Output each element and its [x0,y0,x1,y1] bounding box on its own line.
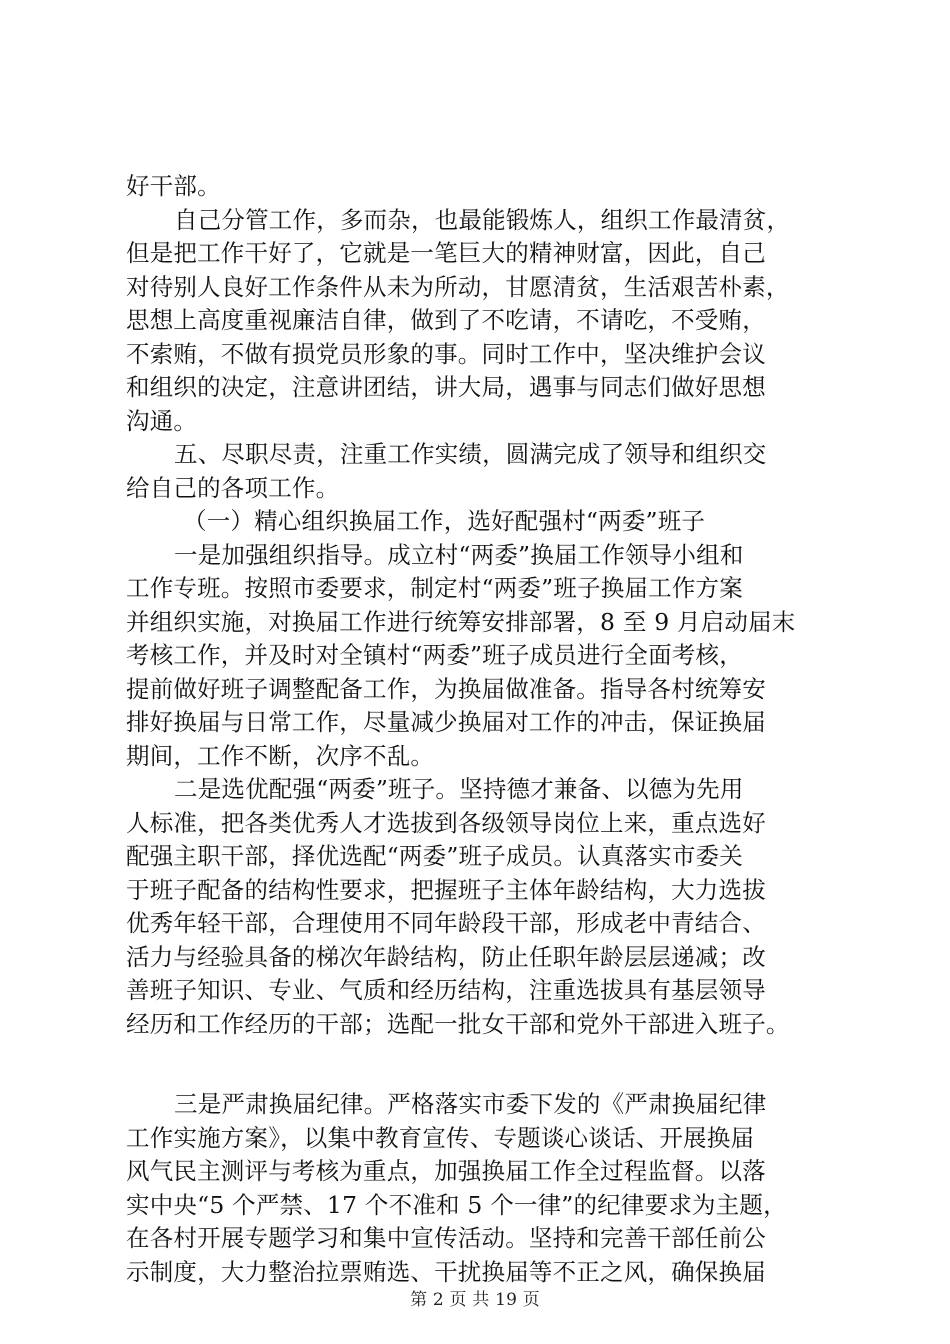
text-line: 工作实施方案》，以集中教育宣传、专题谈心谈话、开展换届 [126,1123,755,1152]
text-line: 并组织实施，对换届工作进行统筹安排部署，8 至 9 月启动届末 [126,607,796,636]
page-number-footer: 第 2 页 共 19 页 [410,1290,540,1310]
text-line: 于班子配备的结构性要求，把握班子主体年龄结构，大力选拔 [126,875,766,904]
text-line: 不索贿，不做有损党员形象的事。同时工作中，坚决维护会议 [126,339,766,368]
section-heading: （一）精心组织换届工作，选好配强村“两委”班子 [183,507,706,535]
text-line: 优秀年轻干部，合理使用不同年龄段干部，形成老中青结合、 [126,909,766,937]
text-line: 活力与经验具备的梯次年龄结构，防止任职年龄层层递减；改 [126,942,766,971]
text-line: 示制度，大力整治拉票贿选、干扰换届等不正之风，确保换届 [126,1257,766,1286]
text-line: 期间，工作不断，次序不乱。 [126,741,435,770]
text-line: 工作专班。按照市委要求，制定村“两委”班子换届工作方案 [126,574,743,602]
text-line: 对待别人良好工作条件从未为所动，甘愿清贫，生活艰苦朴素， [126,272,790,301]
text-line: 思想上高度重视廉洁自律，做到了不吃请，不请吃，不受贿， [126,306,766,334]
text-line: 和组织的决定，注意讲团结，讲大局，遇事与同志们做好思想 [126,373,766,401]
text-line: 实中央“5 个严禁、17 个不准和 5 个一律”的纪律要求为主题， [126,1190,787,1219]
paragraph-gap [126,1041,851,1088]
text-line: 配强主职干部，择优选配“两委”班子成员。认真落实市委关 [126,842,743,870]
text-line: 二是选优配强“两委”班子。坚持德才兼备、以德为先用 [174,775,744,803]
text-line: 好干部。 [126,172,221,200]
text-line: 给自己的各项工作。 [126,473,340,502]
text-line: 五、尽职尽责，注重工作实绩，圆满完成了领导和组织交 [174,440,767,468]
text-line: 考核工作，并及时对全镇村“两委”班子成员进行全面考核， [126,641,743,669]
body-text [126,170,851,1289]
text-line: 人标准，把各类优秀人才选拔到各级领导岗位上来，重点选好 [126,808,766,837]
text-line: 三是严肃换届纪律。严格落实市委下发的《严肃换届纪律 [174,1090,767,1118]
text-line: 但是把工作干好了，它就是一笔巨大的精神财富，因此，自己 [126,239,766,267]
text-line: 风气民主测评与考核为重点，加强换届工作全过程监督。以落 [126,1157,766,1185]
text-line: 排好换届与日常工作，尽量减少换届对工作的冲击，保证换届 [126,708,766,736]
text-line: 自己分管工作，多而杂，也最能锻炼人，组织工作最清贫， [174,205,791,234]
text-line: 在各村开展专题学习和集中宣传活动。坚持和完善干部任前公 [126,1224,766,1252]
text-line: 经历和工作经历的干部；选配一批女干部和党外干部进入班子。 [126,1009,790,1038]
text-line: 善班子知识、专业、气质和经历结构，注重选拔具有基层领导 [126,976,766,1004]
text-line: 一是加强组织指导。成立村“两委”换届工作领导小组和 [174,540,744,569]
text-line: 提前做好班子调整配备工作，为换届做准备。指导各村统筹安 [126,674,766,703]
text-line: 沟通。 [126,406,198,435]
